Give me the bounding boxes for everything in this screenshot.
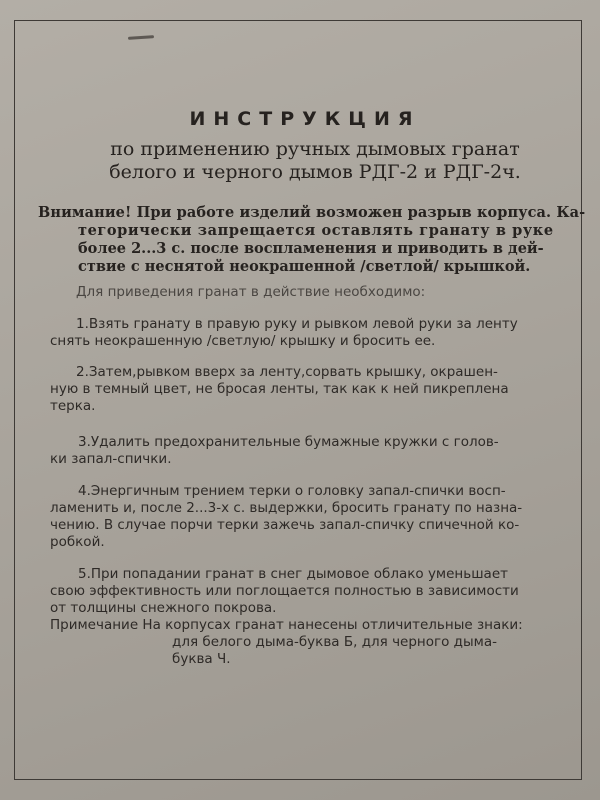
- attention-line-3: более 2...3 с. после воспламенения и приводить в дей-: [78, 240, 544, 257]
- step-1-line-2: снять неокрашенную /светлую/ крышку и бросить ее.: [50, 333, 436, 349]
- step-2-line-2: ную в темный цвет, не бросая ленты, так как к ней пикреплена: [50, 381, 509, 397]
- step-5-line-2: свою эффективность или поглощается полностью в зависимости: [50, 583, 519, 599]
- step-4-line-3: чению. В случае порчи терки зажечь запал-спичку спичечной ко-: [50, 517, 520, 533]
- step-4-line-1: 4.Энергичным трением терки о головку запал-спички восп-: [78, 483, 506, 499]
- subtitle-line-1: по применению ручных дымовых гранат: [110, 138, 520, 160]
- note-line-1: Примечание На корпусах гранат нанесены отличительные знаки:: [50, 617, 523, 633]
- attention-line-1: Внимание! При работе изделий возможен разрыв корпуса. Ка-: [38, 204, 586, 221]
- step-4-line-2: ламенить и, после 2...3-х с. выдержки, бросить гранату по назна-: [50, 500, 523, 516]
- step-4-line-4: робкой.: [50, 534, 105, 550]
- attention-line-4: ствие с неснятой неокрашенной /светлой/ крышкой.: [78, 258, 531, 275]
- border-frame: [14, 20, 586, 780]
- step-3-line-1: 3.Удалить предохранительные бумажные кружки с голов-: [78, 434, 499, 450]
- intro-line: Для приведения гранат в действие необходимо:: [76, 284, 426, 300]
- step-5-line-3: от толщины снежного покрова.: [50, 600, 277, 616]
- attention-line-2: тегорически запрещается оставлять гранату в руке: [78, 222, 554, 239]
- note-line-3: буква Ч.: [172, 651, 231, 667]
- subtitle-line-2: белого и черного дымов РДГ-2 и РДГ-2ч.: [109, 161, 521, 183]
- note-line-2: для белого дыма-буква Б, для черного дыма-: [172, 634, 497, 650]
- step-5-line-1: 5.При попадании гранат в снег дымовое облако уменьшает: [78, 566, 508, 582]
- document-title: ИНСТРУКЦИЯ: [189, 108, 421, 130]
- step-1-line-1: 1.Взять гранату в правую руку и рывком левой руки за ленту: [76, 316, 518, 332]
- step-3-line-2: ки запал-спички.: [50, 451, 172, 467]
- step-2-line-1: 2.Затем,рывком вверх за ленту,сорвать крышку, окрашен-: [76, 364, 498, 380]
- step-2-line-3: терка.: [50, 398, 96, 414]
